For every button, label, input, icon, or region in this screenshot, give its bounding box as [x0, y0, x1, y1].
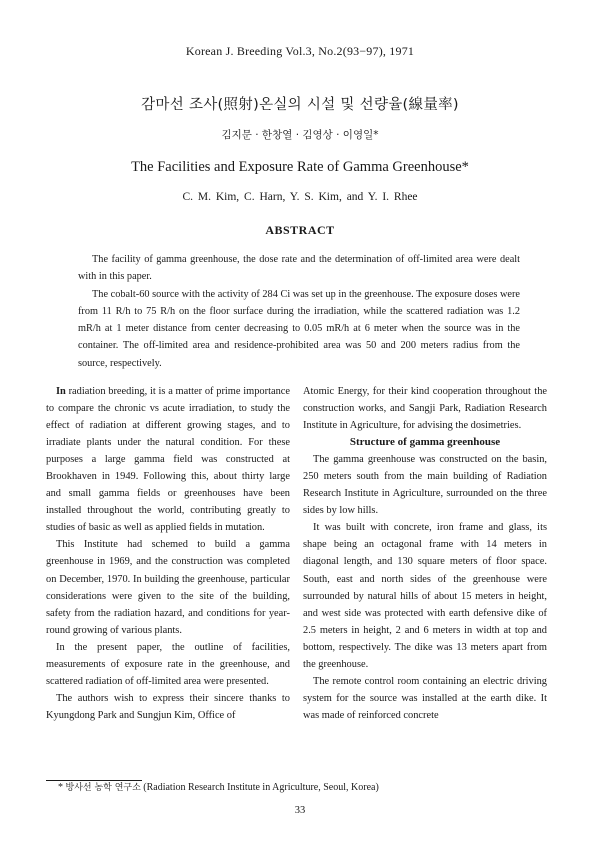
body-paragraph: The gamma greenhouse was constructed on the basin, 250 meters south from the main building of Radiation Research Institute in Agriculture, surrounded on the three sides by low hills. — [303, 454, 547, 517]
lead-word: In — [56, 386, 66, 397]
footnote-english: (Radiation Research Institute in Agriculture, Seoul, Korea) — [143, 782, 379, 793]
abstract-paragraph: The facility of gamma greenhouse, the dose rate and the determination of off-limited area were dealt with in this paper. — [78, 254, 520, 283]
body-paragraph: It was built with concrete, iron frame and glass, its shape being an octagonal frame with 14 meters in diagonal length, and 130 square meters of floor space. South, east and north sides of the greenhouse were surrounded by natural hills of about 15 meters in height, and west side was protected with earth defensive dike of 2.5 meters in height, 2 and 6 meters in width at top and bottom, respectively. The dike was 13 meters apart from the greenhouse. — [303, 522, 547, 670]
english-authors: C. M. Kim, C. Harn, Y. S. Kim, and Y. I. Rhee — [182, 191, 418, 203]
footnote-korean: 방사선 농학 연구소 — [65, 783, 141, 793]
body-paragraph: Atomic Energy, for their kind cooperation throughout the construction works, and Sangji Park, Radiation Research Institute in Agriculture, for advising the dosimetries. — [303, 386, 547, 432]
journal-header: Korean J. Breeding Vol.3, No.2(93−97), 1971 — [185, 44, 415, 58]
english-title: The Facilities and Exposure Rate of Gamma Greenhouse* — [131, 159, 469, 175]
section-heading: Structure of gamma greenhouse — [349, 436, 501, 449]
body-paragraph: This Institute had schemed to build a gamma greenhouse in 1969, and the construction was completed on December, 1970. In building the greenhouse, particular considerations were given to the site of the building, safety from the radiation hazard, and conditions for year-round growing of various plants. — [46, 539, 290, 636]
body-paragraph: The remote control room containing an electric driving system for the source was installed at the earth dike. It was made of reinforced concrete — [303, 675, 547, 721]
page-number: 33 — [294, 805, 306, 816]
abstract-paragraph: The cobalt-60 source with the activity of 284 Ci was set up in the greenhouse. The exposure doses were from 11 R/h to 75 R/h on the floor surface during the irradiation, while the scattered radiation was 1.2 mR/h at 1 meter distance from center decreasing to 0.05 mR/h at 6 meter when the source was in the container. The off-limited area and residence-prohibited area was 50 and 200 meters radius from the source, respectively. — [78, 288, 520, 369]
left-column — [46, 383, 290, 724]
right-column — [303, 383, 547, 724]
korean-authors: 김지문 · 한창열 · 김영상 · 이영일* — [221, 129, 379, 141]
abstract-body — [78, 251, 520, 372]
body-text: radiation breeding, it is a matter of prime importance to compare the chronic vs acute irradiation, to study the effect of radiation at different growing stages, and to irradiate plants under the natural condition. For these purposes a large gamma field was constructed at Brookhaven in 1949. Following this, about thirty large and small gamma fields or greenhouses have been installed throughout the world, contributing greatly to studies of basic as well as applied fields in mutation. — [46, 386, 290, 534]
footnote-marker: * — [58, 782, 63, 793]
korean-title: 감마선 조사(照射)온실의 시설 및 선량율(線量率) — [141, 97, 459, 113]
abstract-heading: ABSTRACT — [265, 223, 335, 237]
body-paragraph: The authors wish to express their sincere thanks to Kyungdong Park and Sungjun Kim, Office of — [46, 692, 290, 721]
footnote — [58, 781, 558, 795]
body-paragraph — [46, 383, 290, 536]
body-paragraph: In the present paper, the outline of facilities, measurements of exposure rate in the greenhouse, and scattered radiation of off-limited area were presented. — [46, 641, 290, 687]
